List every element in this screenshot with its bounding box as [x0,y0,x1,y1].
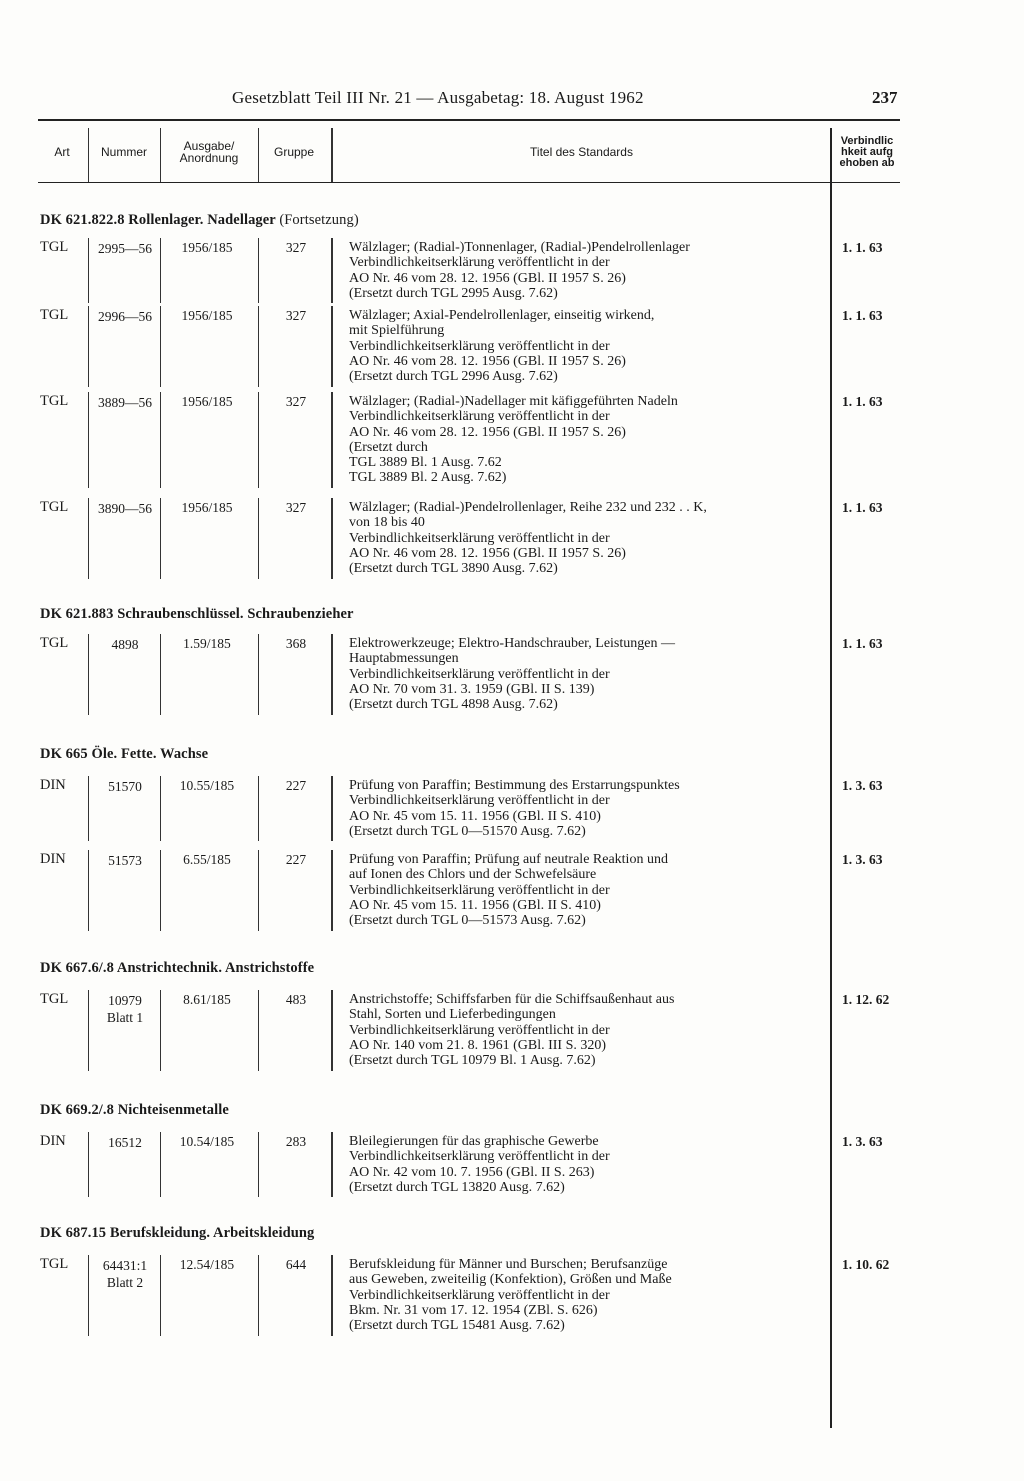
standard-title [349,636,675,712]
column-divider [88,238,89,303]
standard-title [349,308,654,384]
repeal-date: 1. 12. 62 [842,992,890,1007]
edition-order: 1956/185 [181,394,233,409]
repeal-date: 1. 1. 63 [842,308,883,323]
table-header-rule [38,182,900,183]
standard-title [349,1257,672,1333]
standard-type: DIN [40,1133,66,1149]
column-divider [88,306,89,387]
column-divider [258,392,259,488]
title-line: (Ersetzt durch TGL 2996 Ausg. 7.62) [349,369,558,385]
title-line: TGL 3889 Bl. 2 Ausg. 7.62) [349,470,507,486]
title-line: (Ersetzt durch [349,439,428,455]
table-top-rule [38,119,900,121]
column-divider [258,850,259,931]
standard-number: 10979 Blatt 1 [106,993,144,1025]
column-divider [258,776,259,841]
title-line: Verbindlichkeitserklärung veröffentlicht in der [349,793,610,809]
column-header-verbindlichkeit: Verbindlichkeit aufgehoben ab [839,134,895,169]
column-divider [331,498,333,579]
column-header-gruppe: Gruppe [273,145,315,159]
title-line: Verbindlichkeitserklärung veröffentlicht in der [349,255,610,271]
group-code: 327 [285,240,307,255]
group-code: 327 [285,500,307,515]
title-line: TGL 3889 Bl. 1 Ausg. 7.62 [349,455,502,471]
title-line: (Ersetzt durch TGL 13820 Ausg. 7.62) [349,1179,565,1195]
column-divider [331,776,333,841]
standard-type: DIN [40,777,66,793]
edition-order: 10.54/185 [179,1134,235,1149]
title-line: Anstrichstoffe; Schiffsfarben für die Schiffsaußenhaut aus [349,992,675,1007]
group-heading [40,1102,229,1119]
group-code: 283 [285,1134,307,1149]
column-divider [160,238,161,303]
repeal-date: 1. 1. 63 [842,500,883,515]
title-line: Verbindlichkeitserklärung veröffentlicht in der [349,1022,610,1038]
standard-number: 2996—56 [98,309,152,324]
standard-type: TGL [40,635,69,651]
edition-order: 1956/185 [181,240,233,255]
title-line: Prüfung von Paraffin; Bestimmung des Erstarrungspunktes [349,778,680,793]
standard-title [349,1134,610,1195]
title-line: Wälzlager; (Radial-)Pendelrollenlager, Reihe 232 und 232 . . K, [349,500,707,515]
gazette-title: Gesetzblatt Teil III Nr. 21 — Ausgabetag: 18. August 1962 [232,88,644,107]
repeal-date: 1. 3. 63 [842,778,883,793]
column-header-art: Art [54,145,70,159]
standard-title [349,500,707,576]
standard-number: 4898 [111,637,139,652]
column-divider [160,498,161,579]
column-divider [160,990,161,1071]
title-line: Verbindlichkeitserklärung veröffentlicht in der [349,666,610,682]
column-divider [88,850,89,931]
title-line: Elektrowerkzeuge; Elektro-Handschrauber, Leistungen — [349,636,675,651]
column-divider [331,990,333,1071]
repeal-date: 1. 1. 63 [842,394,883,409]
edition-order: 1956/185 [181,500,233,515]
title-line: (Ersetzt durch TGL 2995 Ausg. 7.62) [349,285,558,301]
group-heading [40,960,314,977]
title-line: (Ersetzt durch TGL 0—51573 Ausg. 7.62) [349,913,586,929]
title-line: Berufskleidung für Männer und Burschen; Berufsanzüge [349,1257,668,1272]
group-heading-label: DK 621.883 Schraubenschlüssel. Schraubenzieher [40,606,354,622]
repeal-date: 1. 3. 63 [842,852,883,867]
group-heading-label: DK 669.2/.8 Nichteisenmetalle [40,1102,229,1118]
edition-order: 1.59/185 [183,636,231,651]
verbindlichkeit-column-rule [830,128,832,1428]
standard-number: 2995—56 [98,241,152,256]
column-divider [160,634,161,715]
standard-number: 3890—56 [98,501,152,516]
group-code: 483 [285,992,307,1007]
page-header [0,88,1024,114]
title-line: Stahl, Sorten und Lieferbedingungen [349,1007,556,1023]
title-line: Wälzlager; (Radial-)Nadellager mit käfiggeführten Nadeln [349,394,678,409]
group-heading-label: DK 667.6/.8 Anstrichtechnik. Anstrichstoffe [40,960,315,976]
column-divider [258,1255,259,1336]
standard-number: 64431:1 Blatt 2 [102,1258,148,1290]
repeal-date: 1. 1. 63 [842,240,883,255]
title-line: (Ersetzt durch TGL 10979 Bl. 1 Ausg. 7.62) [349,1053,596,1069]
column-divider [258,498,259,579]
group-code: 327 [285,394,307,409]
column-divider [331,850,333,931]
edition-order: 1956/185 [181,308,233,323]
title-line: AO Nr. 42 vom 10. 7. 1956 (GBl. II S. 263) [349,1164,595,1180]
column-divider [331,306,333,387]
edition-order: 8.61/185 [183,992,231,1007]
group-heading [40,212,359,229]
standard-type: TGL [40,1256,69,1272]
title-line: Prüfung von Paraffin; Prüfung auf neutrale Reaktion und [349,852,668,867]
column-divider [160,850,161,931]
standard-type: TGL [40,499,69,515]
column-divider [88,498,89,579]
column-divider [160,1255,161,1336]
group-code: 368 [285,636,307,651]
column-divider [88,392,89,488]
column-divider [258,238,259,303]
title-line: Verbindlichkeitserklärung veröffentlicht in der [349,1149,610,1165]
edition-order: 6.55/185 [183,852,231,867]
column-divider [88,1255,89,1336]
group-code: 227 [285,778,307,793]
column-divider [88,1132,89,1197]
group-heading [40,746,208,763]
title-line: Wälzlager; (Radial-)Tonnenlager, (Radial-)Pendelrollenlager [349,240,690,255]
column-divider [160,392,161,488]
title-line: AO Nr. 46 vom 28. 12. 1956 (GBl. II 1957 S. 26) [349,270,626,286]
title-line: Verbindlichkeitserklärung veröffentlicht in der [349,1287,610,1303]
title-line: Bleilegierungen für das graphische Gewerbe [349,1134,599,1149]
title-line: (Ersetzt durch TGL 0—51570 Ausg. 7.62) [349,823,586,839]
group-heading-label: DK 665 Öle. Fette. Wachse [40,746,209,762]
edition-order: 12.54/185 [179,1257,235,1272]
column-divider [88,776,89,841]
standard-title [349,852,668,928]
column-divider [331,238,333,303]
group-heading-suffix: (Fortsetzung) [279,212,359,228]
title-line: von 18 bis 40 [349,515,425,531]
column-divider [258,634,259,715]
group-heading-label: DK 687.15 Berufskleidung. Arbeitskleidung [40,1225,315,1241]
standard-type: TGL [40,991,69,1007]
title-line: (Ersetzt durch TGL 3890 Ausg. 7.62) [349,561,558,577]
standard-type: DIN [40,851,66,867]
group-code: 327 [285,308,307,323]
group-heading-label: DK 621.822.8 Rollenlager. Nadellager [40,212,276,228]
column-divider [331,392,333,488]
group-code: 227 [285,852,307,867]
standard-title [349,778,680,839]
column-divider [331,1255,333,1336]
title-line: AO Nr. 46 vom 28. 12. 1956 (GBl. II 1957 S. 26) [349,353,626,369]
column-divider [88,634,89,715]
column-header-nummer: Nummer [100,145,147,159]
column-divider [160,776,161,841]
column-divider [160,1132,161,1197]
title-line: auf Ionen des Chlors und der Schwefelsäure [349,867,597,883]
title-line: Verbindlichkeitserklärung veröffentlicht in der [349,338,610,354]
title-line: Verbindlichkeitserklärung veröffentlicht in der [349,530,610,546]
column-divider [258,990,259,1071]
repeal-date: 1. 3. 63 [842,1134,883,1149]
repeal-date: 1. 10. 62 [842,1257,890,1272]
standard-title [349,992,674,1068]
standard-number: 3889—56 [98,395,152,410]
column-divider [331,1132,333,1197]
group-heading [40,606,354,623]
title-line: (Ersetzt durch TGL 4898 Ausg. 7.62) [349,697,558,713]
column-divider [331,634,333,715]
title-line: Wälzlager; Axial-Pendelrollenlager, einseitig wirkend, [349,308,655,323]
standard-number: 51570 [108,779,142,794]
repeal-date: 1. 1. 63 [842,636,883,651]
standard-number: 51573 [108,853,142,868]
standard-number: 16512 [108,1135,142,1150]
standard-type: TGL [40,393,69,409]
edition-order: 10.55/185 [179,778,235,793]
column-divider [258,306,259,387]
title-line: Verbindlichkeitserklärung veröffentlicht in der [349,409,610,425]
column-divider [258,1132,259,1197]
title-line: AO Nr. 45 vom 15. 11. 1956 (GBl. II S. 410) [349,808,601,824]
title-line: (Ersetzt durch TGL 15481 Ausg. 7.62) [349,1318,565,1334]
title-line: AO Nr. 70 vom 31. 3. 1959 (GBl. II S. 139) [349,681,595,697]
standard-type: TGL [40,307,69,323]
title-line: AO Nr. 46 vom 28. 12. 1956 (GBl. II 1957 S. 26) [349,545,626,561]
title-line: Bkm. Nr. 31 vom 17. 12. 1954 (ZBl. S. 626) [349,1302,598,1318]
standard-title [349,240,690,301]
column-divider [88,990,89,1071]
column-header-titel: Titel des Standards [530,145,633,159]
title-line: Verbindlichkeitserklärung veröffentlicht in der [349,882,610,898]
title-line: mit Spielführung [349,323,445,339]
title-line: AO Nr. 46 vom 28. 12. 1956 (GBl. II 1957 S. 26) [349,424,626,440]
title-line: aus Geweben, zweiteilig (Konfektion), Größen und Maße [349,1272,672,1288]
title-line: AO Nr. 45 vom 15. 11. 1956 (GBl. II S. 410) [349,897,601,913]
standard-type: TGL [40,239,69,255]
title-line: Hauptabmessungen [349,651,459,667]
group-code: 644 [285,1257,307,1272]
column-header-ausgabe: Ausgabe/ Anordnung [179,139,239,165]
standard-title [349,394,678,486]
title-line: AO Nr. 140 vom 21. 8. 1961 (GBl. III S. 320) [349,1037,607,1053]
group-heading [40,1225,314,1242]
column-divider [160,306,161,387]
page-number: 237 [872,88,898,107]
